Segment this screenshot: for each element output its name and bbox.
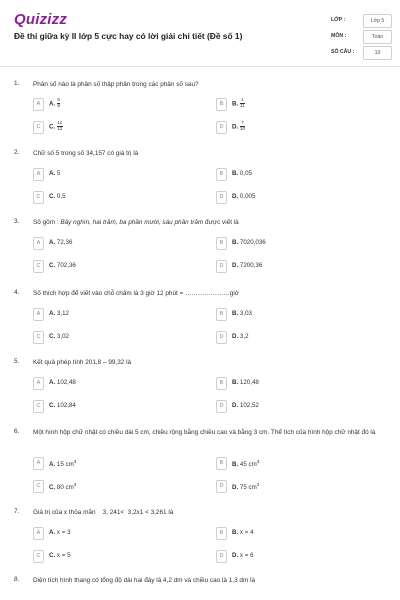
fraction: $\frac{11}{12}$ [57, 120, 63, 131]
meta-value: Lớp 5 [363, 14, 392, 28]
meta-question-count [331, 46, 391, 60]
option-letter: D [216, 121, 227, 134]
option-letter: C [33, 331, 44, 344]
question-text: Giá trị của x thỏa mãn 3, 241< 3,2x1 < 3,261 là [33, 509, 174, 516]
meta-value: 10 [363, 46, 392, 60]
option-letter: A [33, 527, 44, 540]
option-text: C. 0,5 [49, 193, 66, 200]
fraction: $\frac{1}{11}$ [239, 97, 245, 108]
option-letter: B [216, 457, 227, 470]
meta-value: Toán [363, 30, 392, 44]
worksheet-header [0, 0, 400, 66]
page-title: Đề thi giữa kỳ II lớp 5 cực hay có lời giải chi tiết (Đề số 1) [14, 31, 243, 41]
option-letter: C [33, 260, 44, 273]
option-text: C. $\frac{11}{12}$ [49, 120, 63, 131]
option-text: C. 3,02 [49, 333, 69, 340]
option-text: D. x = 6 [232, 552, 254, 559]
option-text: A. x = 3 [49, 529, 71, 536]
option-letter: C [33, 480, 44, 493]
meta-label: MÔN : [331, 33, 347, 39]
option-letter: A [33, 308, 44, 321]
option-text: A. 3,12 [49, 310, 69, 317]
option-letter: D [216, 400, 227, 413]
option-text: A. 102,48 [49, 379, 76, 386]
question-text: Chữ số 5 trong số 34,157 có giá trị là [33, 150, 139, 157]
option-letter: D [216, 260, 227, 273]
option-text: A. 5 [49, 170, 61, 177]
question-number: 7. [14, 508, 20, 515]
option-letter: D [216, 550, 227, 563]
fraction: $\frac{7}{10}$ [239, 120, 246, 131]
question-text: Số thích hợp để viết vào chỗ chấm là 3 giờ 12 phút = …………………giờ [33, 290, 239, 297]
question-text: Diện tích hình thang có tổng độ dài hai đáy là 4,2 dm và chiều cao là 1,3 dm là [33, 577, 256, 584]
question-number: 1. [14, 80, 20, 87]
option-letter: A [33, 457, 44, 470]
meta-label: LỚP : [331, 17, 346, 23]
option-text: B. x = 4 [232, 529, 254, 536]
option-text: D. 0,005 [232, 193, 256, 200]
option-letter: A [33, 168, 44, 181]
option-letter: B [216, 98, 227, 111]
question-text: Số gồm : Bảy nghìn, hai trăm, ba phần mười, sáu phần trăm được viết là [33, 219, 239, 226]
option-letter: C [33, 550, 44, 563]
meta-subject [331, 30, 391, 44]
option-letter: A [33, 377, 44, 390]
question-number: 5. [14, 358, 20, 365]
option-letter: C [33, 191, 44, 204]
option-text: B. 120,48 [232, 379, 259, 386]
option-letter: A [33, 98, 44, 111]
option-text: D. 3,2 [232, 333, 249, 340]
option-text: D. 7200,36 [232, 262, 263, 269]
option-text: B. 45 $cm^3$ [232, 459, 260, 469]
quizizz-logo: Quizizz [14, 11, 68, 28]
option-text: A. 15 $cm^3$ [49, 459, 77, 469]
option-text: A. 72,36 [49, 239, 73, 246]
option-letter: C [33, 121, 44, 134]
option-letter: B [216, 527, 227, 540]
option-letter: B [216, 237, 227, 250]
question-text: Một hình hộp chữ nhật có chiều dài 5 cm, chiều rộng bằng chiều cao và bằng 3 cm. Thể tích của hình hộp chữ nhật đó là [33, 429, 376, 436]
option-letter: B [216, 377, 227, 390]
option-text: C. 102,84 [49, 402, 76, 409]
option-text: B. $\frac{1}{11}$ [232, 97, 245, 108]
question-number: 8. [14, 576, 20, 583]
option-letter: D [216, 331, 227, 344]
option-text: B. 0,05 [232, 170, 252, 177]
meta-label: SỐ CÂU : [331, 49, 355, 55]
option-letter: D [216, 480, 227, 493]
option-text: D. 102,52 [232, 402, 259, 409]
option-text: C. x = 5 [49, 552, 71, 559]
question-number: 2. [14, 149, 20, 156]
header-divider [0, 66, 400, 67]
meta-grade [331, 14, 391, 28]
option-text: A. $\frac{5}{8}$ [49, 97, 60, 108]
option-text: B. 7020,036 [232, 239, 266, 246]
option-letter: A [33, 237, 44, 250]
option-text: C. 702,36 [49, 262, 76, 269]
question-number: 4. [14, 289, 20, 296]
option-letter: D [216, 191, 227, 204]
option-text: C. 80 $cm^3$ [49, 482, 77, 492]
fraction: $\frac{5}{8}$ [57, 97, 60, 108]
option-letter: C [33, 400, 44, 413]
option-letter: B [216, 168, 227, 181]
option-text: D. $\frac{7}{10}$ [232, 120, 246, 131]
question-number: 3. [14, 218, 20, 225]
question-text: Kết quả phép tính 201,8 – 99,32 là [33, 359, 132, 366]
option-letter: B [216, 308, 227, 321]
question-text: Phân số nào là phân số thập phân trong các phân số sau? [33, 81, 199, 88]
option-text: D. 75 $cm^3$ [232, 482, 260, 492]
question-number: 6. [14, 428, 20, 435]
option-text: B. 3,03 [232, 310, 252, 317]
